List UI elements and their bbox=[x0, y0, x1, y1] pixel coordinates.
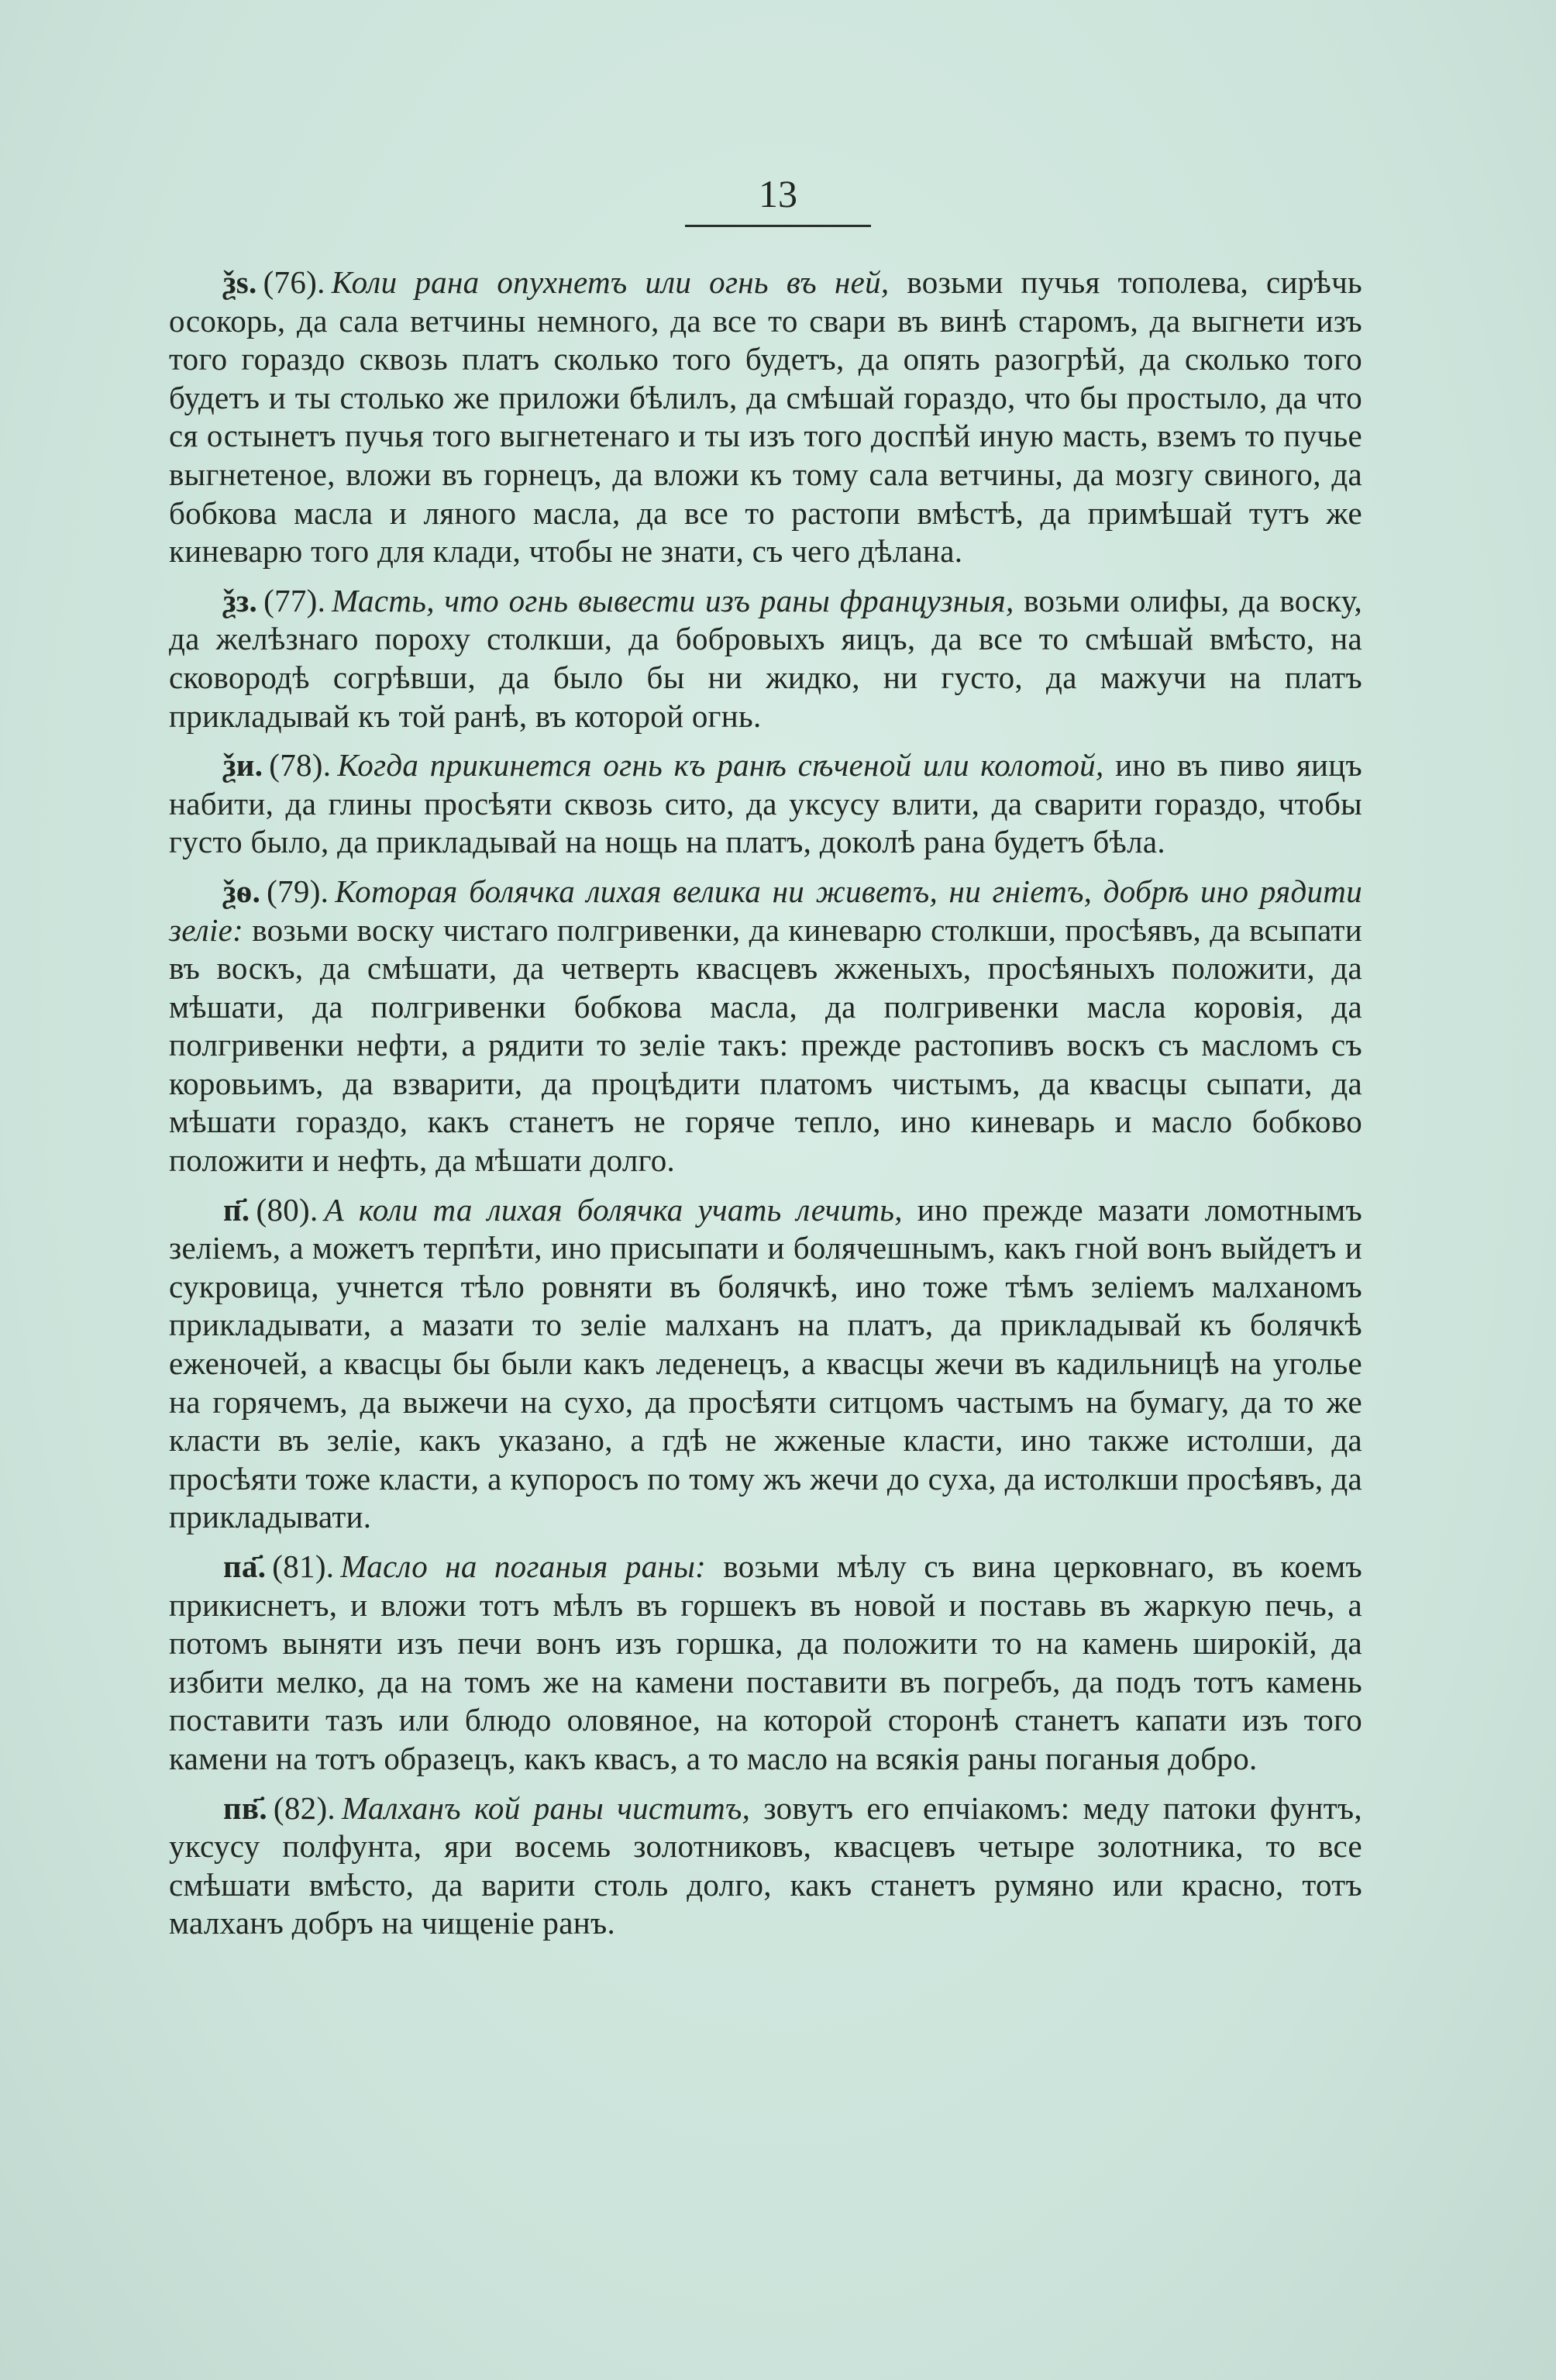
recipe-entry-80 bbox=[169, 1191, 1362, 1537]
entry-ref: (82). bbox=[273, 1789, 336, 1826]
entry-ref: (76). bbox=[263, 264, 325, 300]
entry-text: возьми воску чистаго полгривенки, да киневарю столкши, просѣявъ, да всыпати въ воскъ, да смѣшати, да четверть квасцевъ жженыхъ, просѣяныхъ положити, да мѣшати, да полгривенки бобкова масла, да полгривенки масла коровія, да полгривенки нефти, а рядити то зеліе такъ: прежде растопивъ воскъ съ масломъ съ коровьимъ, да взварити, да процѣдити платомъ чистымъ, да квасцы сыпати, да мѣшати гораздо, какъ станетъ не горяче тепло, ино киневарь и масло бобково положити и нефть, да мѣшати долго. bbox=[169, 911, 1362, 1179]
entry-title: А коли та лихая болячка учать лечить, bbox=[324, 1191, 903, 1228]
entry-title: Когда прикинется огнь къ ранѣ сѣченой или колотой, bbox=[337, 747, 1104, 784]
entry-number: п҃. bbox=[223, 1191, 250, 1228]
entry-number: па҃. bbox=[223, 1548, 267, 1584]
entry-text: возьми мѣлу съ вина церковнаго, въ коемъ прикиснетъ, и вложи тотъ мѣлъ въ горшекъ въ новой и поставь въ жаркую печь, а потомъ выняти изъ печи вонъ изъ горшка, да положити то на камень широкій, да избити мелко, да на томъ же на камени поставити въ погребъ, да подъ тотъ камень поставити тазъ или блюдо оловяное, на которой сторонѣ станетъ капати изъ того камени на тотъ образецъ, какъ квасъ, а то масло на всякія раны поганыя добро. bbox=[169, 1548, 1362, 1776]
entry-ref: (81). bbox=[272, 1548, 335, 1584]
entry-ref: (79). bbox=[267, 873, 329, 909]
recipe-entry-76 bbox=[169, 263, 1362, 571]
recipe-entry-78 bbox=[169, 746, 1362, 862]
entry-text: ино въ пиво яицъ набити, да глины просѣяти сквозь сито, да уксусу влити, да сварити гораздо, чтобы густо было, да прикладывай на нощь на платъ, доколѣ рана будетъ бѣла. bbox=[169, 747, 1362, 860]
entry-title: Которая болячка лихая велика ни живетъ, ни гніетъ, добрѣ ино рядити зеліе: bbox=[169, 873, 1362, 948]
recipe-entry-77 bbox=[169, 582, 1362, 735]
header-rule bbox=[685, 225, 871, 227]
entry-title: Малханъ кой раны чиститъ, bbox=[341, 1789, 751, 1826]
entry-title: Коли рана опухнетъ или огнь въ ней, bbox=[331, 264, 890, 300]
entry-text: возьми олифы, да воску, да желѣзнаго пороху столкши, да бобровыхъ яицъ, да все то смѣшай вмѣсто, на сковородѣ согрѣвши, да было бы ни жидко, ни густо, да мажучи на платъ прикладывай къ той ранѣ, въ которой огнь. bbox=[169, 582, 1363, 734]
entry-text: ино прежде мазати ломотнымъ зеліемъ, а можетъ терпѣти, ино присыпати и болячешнымъ, какъ гной вонъ выйдетъ и сукровица, учнется тѣло ровняти въ болячкѣ, ино тоже тѣмъ зеліемъ малханомъ прикладывати, а мазати то зеліе малханъ на платъ, да прикладывай къ болячкѣ еженочей, а квасцы бы были какъ леденецъ, а квасцы жечи въ кадильницѣ на угольe на горячемъ, да выжечи на сухо, да просѣяти ситцомъ частымъ на бумагу, да то же класти въ зеліе, какъ указано, а гдѣ не жженые класти, ино также истолши, да просѣяти тоже класти, а купоросъ по тому жъ жечи до суха, да истолкши просѣявъ, да прикладывати. bbox=[169, 1191, 1363, 1535]
entry-text: возьми пучья тополева, сирѣчь осокорь, да сала ветчины немного, да все то свари въ винѣ старомъ, да выгнети изъ того гораздо сквозь платъ сколько того будетъ, да опять разогрѣй, да сколько того будетъ и ты столько же приложи бѣлилъ, да смѣшай гораздо, что бы простыло, да что ся остынетъ пучья того выгнетенаго и ты изъ того доспѣй иную масть, вземъ то пучье выгнетеное, вложи въ горнецъ, да вложи къ тому сала ветчины, да мозгу свиного, да бобкова масла и ляного масла, да все то растопи вмѣстѣ, да примѣшай тутъ же киневарю того для клади, чтобы не знати, съ чего дѣлана. bbox=[169, 264, 1362, 570]
entry-title: Масть, что огнь вывести изъ раны французныя, bbox=[332, 582, 1014, 618]
recipe-entry-79 bbox=[169, 873, 1362, 1180]
entry-ref: (77). bbox=[263, 582, 326, 618]
entry-title: Масло на поганыя раны: bbox=[340, 1548, 707, 1584]
recipe-entry-81 bbox=[169, 1548, 1362, 1779]
entry-number: ѯз. bbox=[223, 582, 258, 618]
page-header bbox=[0, 172, 1556, 227]
recipe-entry-82 bbox=[169, 1789, 1362, 1943]
entry-number: ѯи. bbox=[223, 747, 263, 784]
entry-number: ѯѕ. bbox=[223, 264, 257, 300]
entry-text: зовутъ его епчіакомъ: меду патоки фунтъ, уксусу полфунта, яри восемь золотниковъ, квасцевъ четыре золотника, то все смѣшати вмѣсто, да варити столь долго, какъ станетъ румяно или красно, тотъ малханъ добръ на чищеніе ранъ. bbox=[169, 1789, 1362, 1941]
entry-ref: (80). bbox=[256, 1191, 318, 1228]
entry-number: пв҃. bbox=[223, 1789, 267, 1826]
page-number: 13 bbox=[759, 172, 797, 215]
text-body bbox=[169, 263, 1362, 1954]
entry-ref: (78). bbox=[269, 747, 332, 784]
entry-number: ѯѳ. bbox=[223, 873, 261, 909]
